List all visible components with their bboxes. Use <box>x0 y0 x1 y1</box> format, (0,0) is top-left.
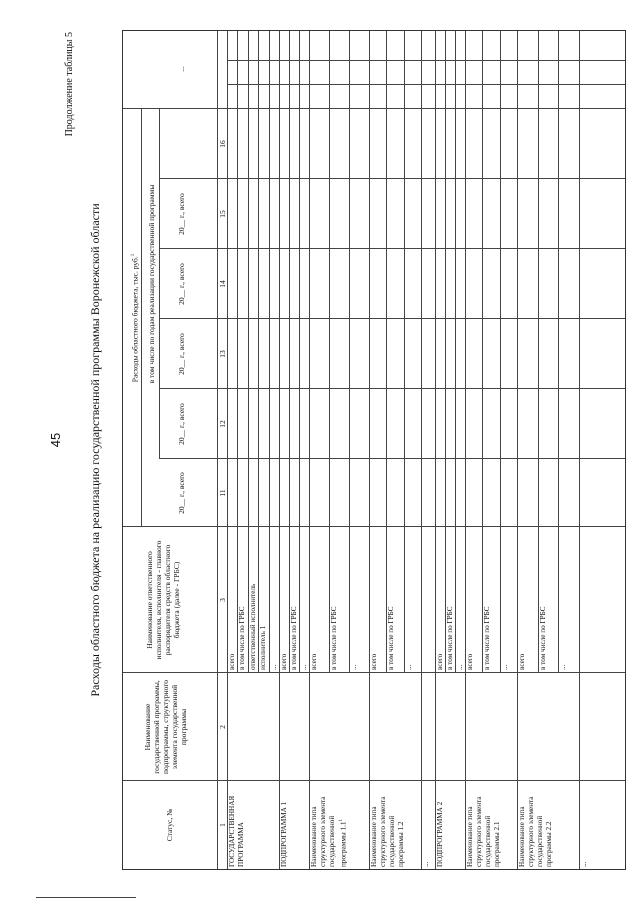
header-year: 20__ г., всего <box>177 403 186 445</box>
col-divider <box>159 458 625 459</box>
row-line: всего <box>370 653 378 670</box>
row-line: всего <box>228 653 236 670</box>
header-divider <box>159 109 160 459</box>
status-footnote-mark: 1 <box>339 819 344 822</box>
row-status: ПОДПРОГРАММА 1 <box>280 801 288 867</box>
col-number: 11 <box>218 489 227 497</box>
header-divider <box>141 109 142 527</box>
header-expenses: Расходы областного бюджета, тыс. руб.$^1$ <box>130 253 140 383</box>
sub-row-divider <box>500 31 501 673</box>
row-status: ... <box>580 861 588 867</box>
col-number: 1 <box>218 823 227 827</box>
sub-row-divider <box>269 31 270 673</box>
header-name: Наименование государственной программы, подпрограммы, структурного элемента государственной программы <box>143 679 188 775</box>
col-number: 3 <box>218 598 227 602</box>
sub-row-divider <box>329 31 330 673</box>
sub-row-divider <box>237 31 238 673</box>
sub-row-divider <box>404 31 405 673</box>
row-status: ... <box>422 861 430 867</box>
row-divider <box>309 31 310 869</box>
row-line: ... <box>456 664 464 670</box>
sub-row-divider <box>482 31 483 673</box>
table-continuation-label: Продолжение таблицы 5 <box>64 32 75 137</box>
footnote-separator <box>36 897 136 898</box>
row-divider <box>465 31 466 869</box>
row-line: всего <box>280 653 288 670</box>
sub-row-divider <box>248 31 249 673</box>
row-status: Наименование типа структурного элемента государственной программы 2.1 <box>466 796 501 867</box>
row-line: в том числе по ГРБС <box>446 606 454 670</box>
row-status: Наименование типа структурного элемента государственной программы $1.1^1$ <box>310 796 348 867</box>
col-number: 13 <box>218 350 227 358</box>
row-divider <box>435 31 436 869</box>
row-status: ПОДПРОГРАММА 2 <box>436 801 444 867</box>
col-number: 15 <box>218 210 227 218</box>
col-number: 2 <box>218 725 227 729</box>
sub-row-divider <box>258 31 259 673</box>
row-status: Наименование типа структурного элемента государственной программы 1.2 <box>370 796 405 867</box>
row-line: в том числе по ГРБС <box>483 606 492 670</box>
row-line: исполнитель 1 <box>259 625 268 670</box>
rotated-sheet <box>0 10 640 890</box>
row-line: ... <box>500 664 509 670</box>
row-line: всего <box>436 653 444 670</box>
row-line: всего <box>466 653 474 670</box>
col-divider <box>123 672 625 673</box>
row-divider <box>279 31 280 869</box>
row-line: ... <box>350 664 358 670</box>
row-line: ... <box>559 664 568 670</box>
header-divider <box>227 31 228 869</box>
footnote-mark: 1 <box>131 253 136 257</box>
row-line: ответственный исполнитель <box>248 583 257 670</box>
sub-row-divider <box>386 31 387 673</box>
sub-row-divider <box>558 31 559 673</box>
sub-row-divider <box>349 31 350 673</box>
row-status: Наименование типа структурного элемента государственной программы 2.2 <box>518 796 553 867</box>
col-number: 14 <box>218 280 227 288</box>
row-divider <box>517 31 518 869</box>
row-line: ... <box>300 664 308 670</box>
row-line: ... <box>269 664 278 670</box>
row-line: в том числе по ГРБС <box>538 606 547 670</box>
row-line: всего <box>310 653 318 670</box>
col-divider <box>123 108 625 109</box>
row-line: в том числе по ГРБС <box>290 606 298 670</box>
col-number: 16 <box>218 140 227 148</box>
row-line: в том числе по ГРБС <box>387 606 396 670</box>
extra-col-divider <box>227 60 625 61</box>
header-year: 20__ г., всего <box>177 263 186 305</box>
header-executor: Наименование ответственного исполнителя, исполнителя - главного распорядителя средств областного бюджета (далее - ГРБС) <box>145 540 181 660</box>
sub-row-divider <box>289 31 290 673</box>
col-divider <box>123 526 625 527</box>
row-line: ... <box>404 664 413 670</box>
sub-row-divider <box>445 31 446 673</box>
col-divider <box>123 780 625 781</box>
header-year: 20__ г., всего <box>177 472 186 514</box>
col-divider <box>159 318 625 319</box>
col-divider <box>159 178 625 179</box>
table-title: Расходы областного бюджета на реализацию государственной программы Воронежской области <box>88 203 102 697</box>
extra-col-divider <box>227 84 625 85</box>
row-divider <box>369 31 370 869</box>
col-divider <box>159 248 625 249</box>
header-year: 20__ г., всего <box>177 193 186 235</box>
row-status: ГОСУДАРСТВЕННАЯ ПРОГРАММА <box>228 795 245 867</box>
expenses-table <box>122 30 626 870</box>
header-by-years: в том числе по годам реализации государственной программы <box>147 184 156 384</box>
row-divider <box>579 31 580 869</box>
row-divider <box>421 31 422 869</box>
row-line: в том числе по ГРБС <box>330 606 338 670</box>
row-line: в том числе по ГРБС <box>238 606 247 670</box>
header-year: 20__ г., всего <box>177 333 186 375</box>
sub-row-divider <box>455 31 456 673</box>
sub-row-divider <box>299 31 300 673</box>
row-line: всего <box>518 653 526 670</box>
sub-row-divider <box>538 31 539 673</box>
header-status: Статус, № <box>165 808 174 842</box>
header-ellipsis: ... <box>177 66 186 72</box>
col-number: 12 <box>218 420 227 428</box>
page-number: 45 <box>48 432 63 448</box>
col-divider <box>159 388 625 389</box>
